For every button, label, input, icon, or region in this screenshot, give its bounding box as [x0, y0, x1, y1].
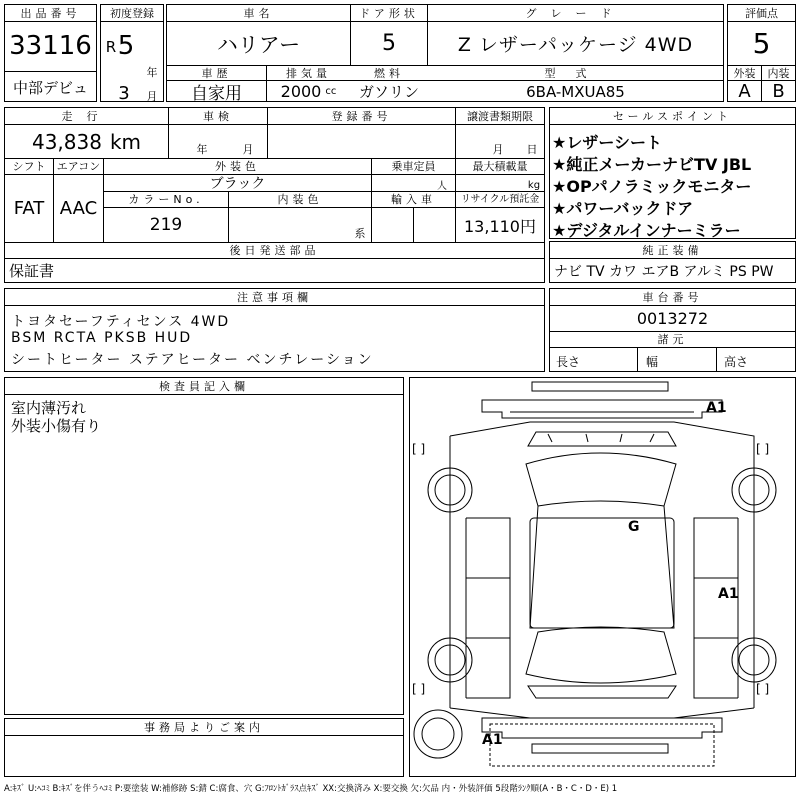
genuine-equipment-label: 純正装備	[642, 243, 703, 257]
notes-box	[4, 288, 545, 372]
sales-points-box	[549, 107, 796, 239]
note-line: トヨタセーフティセンス 4WD	[11, 314, 231, 330]
exterior-grade-label: 外装	[733, 66, 756, 80]
lot-box	[4, 4, 97, 102]
interior-grade: B	[772, 81, 785, 102]
inspection-label: 車検	[203, 109, 233, 123]
ac-label: エアコン	[56, 160, 101, 173]
plate-label: 登録番号	[331, 109, 392, 123]
shift-label: シフト	[12, 160, 46, 173]
door-count: 5	[382, 31, 396, 56]
displacement-label: 排気量	[286, 66, 331, 80]
exterior-color-value: ブラック	[209, 176, 266, 192]
inspection-month-unit: 月	[242, 143, 254, 156]
year-unit: 年	[146, 66, 158, 79]
inspection-year-unit: 年	[196, 143, 208, 156]
damage-mark-spare: A1	[482, 732, 503, 748]
score-box	[727, 4, 796, 102]
car-name: ハリアー	[216, 32, 301, 57]
chassis-number: 0013272	[636, 308, 709, 328]
height-label: 高さ	[724, 355, 749, 369]
bracket-right-bottom: [ ]	[756, 682, 770, 696]
chassis-label: 車台番号	[642, 290, 703, 304]
sales-point-item: ★パワーバックドア	[552, 199, 694, 218]
length-label: 長さ	[556, 355, 581, 369]
exterior-color-label: 外装色	[215, 160, 260, 173]
fuel-label: 燃料	[374, 66, 404, 80]
recycle-label: リサイクル預託金	[460, 193, 540, 205]
displacement-value	[267, 81, 350, 102]
genuine-equipment-box	[549, 241, 796, 283]
import-label: 輸入車	[391, 193, 436, 206]
mileage-value	[5, 125, 168, 158]
mileage-number: 43,838	[31, 129, 102, 154]
exterior-grade: A	[738, 81, 751, 102]
damage-mark-right-rear: A1	[718, 586, 739, 602]
era-label: R	[105, 38, 117, 56]
history-label: 車歴	[201, 66, 232, 80]
fuel-value: ガソリン	[358, 83, 419, 101]
max-load-unit: kg	[527, 179, 541, 191]
model-value: 6BA-MXUA85	[526, 82, 625, 101]
office-label: 事務局よりご案内	[144, 720, 264, 734]
mileage-label: 走行	[61, 109, 112, 123]
transfer-docs-label: 譲渡書類期限	[467, 109, 533, 123]
bracket-right-top: [ ]	[756, 442, 770, 456]
max-load-label: 最大積載量	[472, 160, 528, 173]
inspector-line: 室内薄汚れ	[11, 399, 87, 417]
sales-point-item: ★デジタルインナーミラー	[552, 221, 741, 240]
history-value: 自家用	[191, 84, 242, 104]
model-label: 型式	[544, 66, 607, 80]
damage-mark-front: A1	[706, 400, 727, 416]
transfer-day-unit: 日	[526, 143, 538, 156]
car-name-label: 車名	[243, 6, 274, 20]
door-label: ドア形状	[359, 6, 419, 20]
later-parts-value: 保証書	[9, 262, 55, 280]
interior-color-label: 内装色	[277, 193, 323, 206]
reg-month: 3	[118, 82, 130, 104]
inspector-box	[4, 377, 404, 715]
vehicle-info-grid	[166, 4, 724, 102]
damage-mark-roof: G	[628, 519, 640, 535]
notes-label: 注意事項欄	[237, 290, 312, 304]
color-no-value: 219	[149, 215, 183, 235]
sales-point-item: ★OPパノラミックモニター	[552, 177, 752, 196]
damage-diagram-box	[409, 377, 796, 777]
transfer-month-unit: 月	[492, 143, 504, 156]
legend-text: A:ｷｽﾞ U:ﾍｺﾐ B:ｷｽﾞを伴うﾍｺﾐ P:要塗装 W:補修跡 S:錆 C:腐食、穴 G:ﾌﾛﾝﾄｶﾞﾗｽ点ｷｽﾞ XX:交換済み X:要交換 欠:欠品 内・外装評価 5段階ﾗﾝｸ順(A・B・C・D・E) 1	[4, 784, 618, 794]
month-unit: 月	[146, 90, 158, 103]
displacement-unit: cc	[325, 86, 337, 97]
sales-points-label: セールスポイント	[612, 109, 732, 123]
score-value: 5	[752, 27, 771, 60]
lot-number: 33116	[9, 31, 92, 61]
vehicle-detail-grid	[4, 107, 545, 283]
shift-value: FAT	[13, 198, 45, 219]
sales-point-item: ★純正メーカーナビTV JBL	[552, 155, 752, 174]
score-label: 評価点	[745, 6, 778, 20]
note-line: シートヒーター ステアヒーター ベンチレーション	[11, 352, 374, 368]
car-diagram	[410, 378, 795, 776]
capacity-unit: 人	[437, 181, 447, 192]
sales-point-item: ★レザーシート	[552, 133, 663, 152]
recycle-value: 13,110円	[464, 216, 536, 236]
office-box	[4, 718, 404, 777]
interior-grade-label: 内装	[767, 66, 790, 80]
inspector-line: 外装小傷有り	[11, 417, 102, 435]
auction-name: 中部デビュ	[12, 78, 88, 97]
ac-value: AAC	[59, 198, 98, 219]
first-reg-label: 初度登録	[110, 6, 154, 20]
color-no-label: カラーNo.	[128, 193, 204, 206]
lot-label: 出品番号	[20, 6, 81, 20]
genuine-equipment-value: ナビ TV カワ エアB アルミ PS PW	[554, 264, 774, 280]
grade-label: グレード	[525, 6, 626, 20]
chassis-box	[549, 288, 796, 372]
grade-value: Z レザーパッケージ 4WD	[457, 34, 694, 56]
later-parts-label: 後日発送部品	[229, 244, 320, 257]
mileage-unit: km	[109, 129, 142, 154]
displacement-number: 2000	[280, 82, 322, 101]
first-reg-box	[100, 4, 164, 102]
note-line: BSM RCTA PKSB HUD	[11, 330, 193, 346]
dims-label: 諸元	[657, 333, 688, 346]
width-label: 幅	[646, 355, 659, 369]
inspector-label: 検査員記入欄	[159, 379, 249, 393]
interior-color-unit: 系	[354, 227, 366, 240]
capacity-label: 乗車定員	[391, 160, 436, 173]
bracket-left-bottom: [ ]	[412, 682, 426, 696]
bracket-left-top: [ ]	[412, 442, 426, 456]
reg-year: 5	[117, 31, 135, 61]
